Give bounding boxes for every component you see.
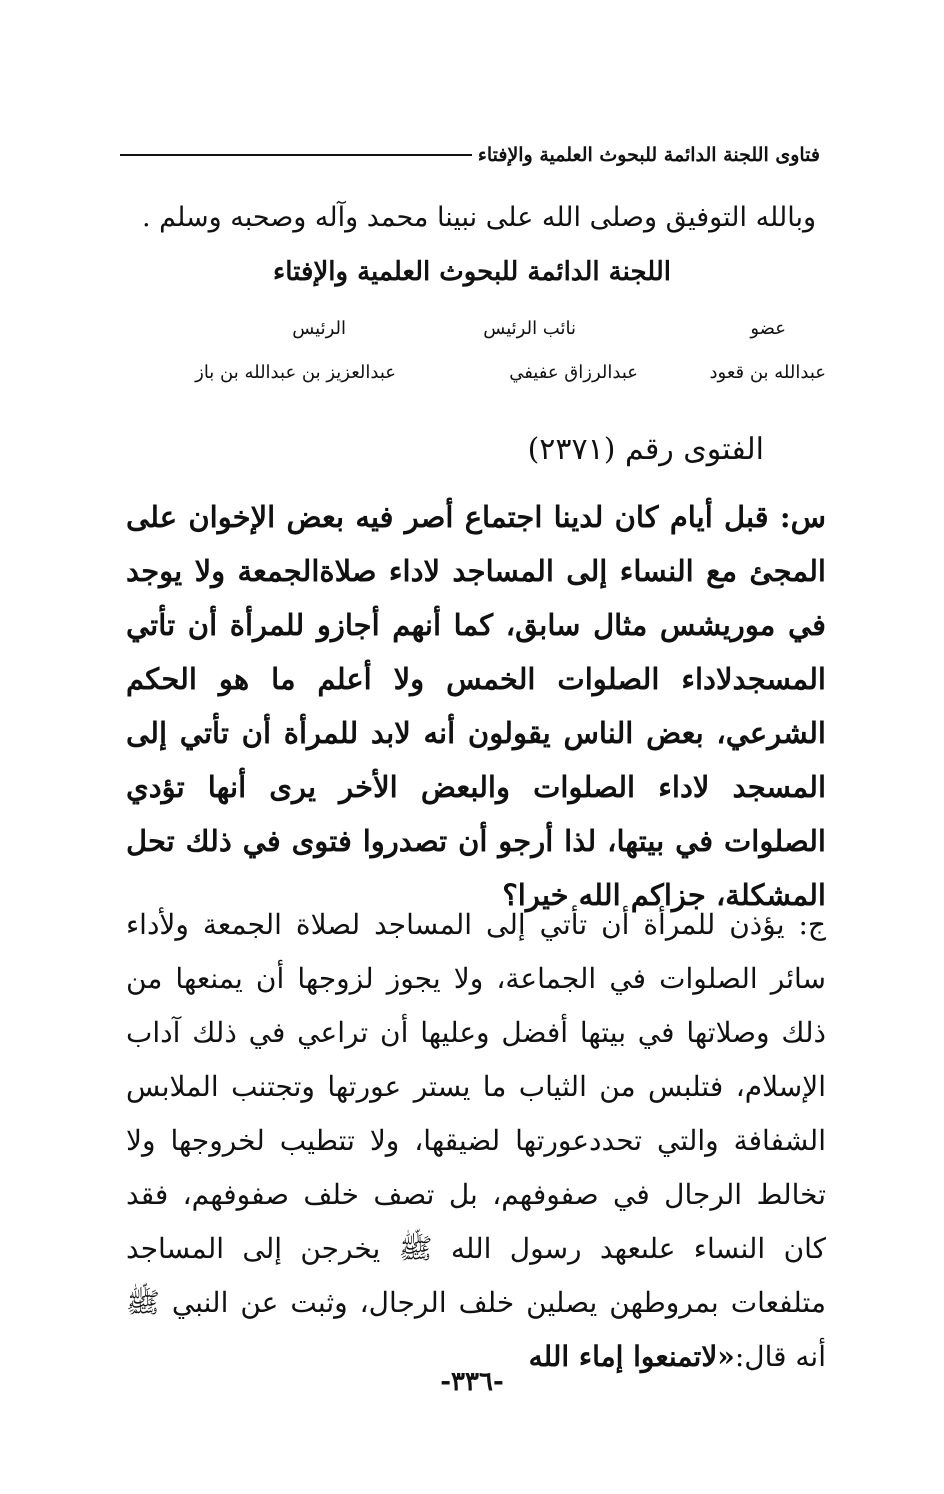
running-header <box>120 138 820 172</box>
fatwa-number: الفتوى رقم (٢٣٧١) <box>527 432 764 467</box>
signature-roles <box>126 312 826 346</box>
name-vice-president: عبدالرزاق عفيفي <box>509 362 638 383</box>
question-paragraph: س: قبل أيام كان لدينا اجتماع أصر فيه بعض الإخوان على المجئ مع النساء إلى المساجد لاداء صلاةالجمعة ولا يوجد في موريشس مثال سابق، كما أنهم أجازو للمرأة أن تأتي المسجدلاداء الصلوات الخمس ولا أعلم ما هو الحكم الشرعي، بعض الناس يقولون أنه لابد للمرأة أن تأتي إلى المسجد لاداء الصلوات والبعض الأخر يرى أنها تؤدي الصلوات في بيتها، لذا أرجو أن تصدروا فتوى في ذلك تحل المشكلة، جزاكم الله خيرا؟ <box>126 500 826 912</box>
name-member: عبدالله بن قعود <box>709 362 826 383</box>
answer-paragraph <box>126 898 826 1384</box>
answer-text: ج: يؤذن للمرأة أن تأتي إلى المساجد لصلاة الجمعة ولأداء سائر الصلوات في الجماعة، ولا يجوز لزوجها أن يمنعها من ذلك وصلاتها في بيتها أفضل وعليها أن تراعي في ذلك آداب الإسلام، فتلبس من الثياب ما يستر عورتها وتجتنب الملابس الشفافة والتي تحددعورتها لضيقها، ولا تتطيب لخروجها ولا تخالط الرجال في صفوفهم، بل تصف خلف صفوفهم، فقد كان النساء علىعهد رسول الله ﷺ يخرجن إلى المساجد متلفعات بمروطهن يصلين خلف الرجال، وثبت عن النبي ﷺ أنه قال: <box>126 908 826 1373</box>
page-number: -٣٣٦- <box>440 1367 504 1397</box>
header-rule <box>120 154 472 156</box>
committee-title: اللجنة الدائمة للبحوث العلمية والإفتاء <box>273 257 671 287</box>
closing-line: وبالله التوفيق وصلى الله على نبينا محمد وآله وصحبه وسلم . <box>141 202 816 233</box>
signature-names <box>126 356 826 390</box>
name-president: عبدالعزيز بن عبدالله بن باز <box>195 362 396 383</box>
role-president: الرئيس <box>292 318 346 339</box>
role-vice-president: نائب الرئيس <box>483 318 576 339</box>
running-title: فتاوى اللجنة الدائمة للبحوث العلمية والإفتاء <box>477 144 820 166</box>
hadith-quote: «لاتمنعوا إماء الله <box>528 1340 735 1373</box>
role-member: عضو <box>750 318 786 339</box>
